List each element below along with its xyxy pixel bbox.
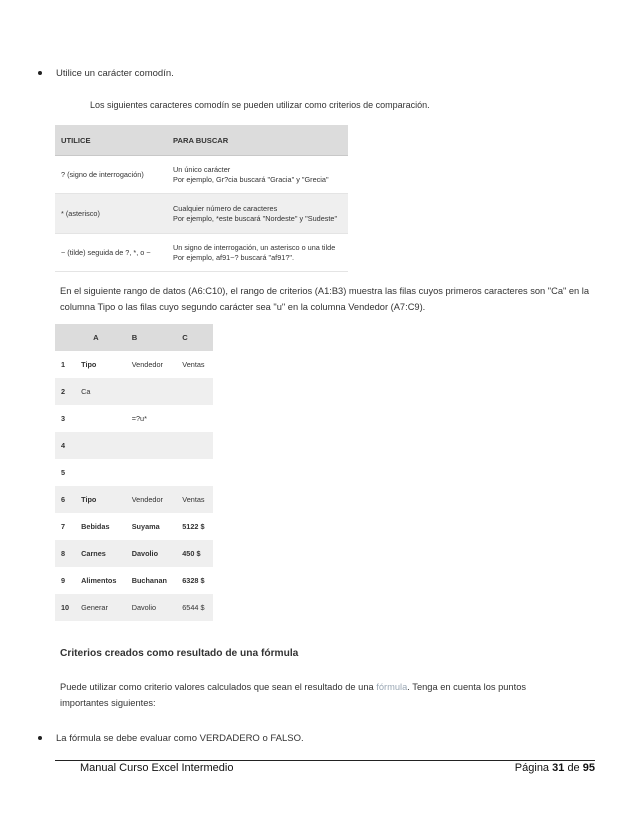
- table-row: [55, 378, 213, 405]
- table-cell: [75, 405, 126, 432]
- page-word: Página: [514, 762, 550, 774]
- table-cell: ? (signo de interrogación): [55, 156, 167, 194]
- row-number: 8: [55, 540, 75, 567]
- table-row: [55, 486, 213, 513]
- wildcard-table: [55, 125, 348, 272]
- table-cell: 6544 $: [176, 594, 213, 621]
- table-header-row: [55, 125, 348, 156]
- row-number: 2: [55, 378, 75, 405]
- column-header: A: [75, 324, 126, 351]
- table-cell: 6328 $: [182, 576, 205, 585]
- table-cell: [167, 156, 348, 194]
- cell-line: Cualquier número de caracteres: [173, 203, 278, 213]
- page-number: [515, 762, 595, 774]
- total-pages: 95: [582, 762, 595, 774]
- of-word: de: [567, 762, 580, 774]
- table-cell: Davolio: [126, 594, 177, 621]
- sample-data-table: [55, 324, 213, 621]
- section-heading: Criterios creados como resultado de una fórmula: [60, 648, 299, 659]
- table-cell: Vendedor: [131, 360, 163, 369]
- footer-title: Manual Curso Excel Intermedio: [80, 762, 234, 774]
- bullet-text: La fórmula se debe evaluar como VERDADERO o FALSO.: [56, 733, 304, 744]
- table-row: [55, 540, 213, 567]
- table-cell: Davolio: [126, 540, 177, 567]
- cell-line: Por ejemplo, Gr?cia buscará "Gracia" y "Grecia": [173, 174, 329, 184]
- table-cell: [176, 432, 213, 459]
- table-cell: [75, 432, 126, 459]
- paragraph-text: Puede utilizar como criterio valores calculados que sean el resultado de una: [60, 682, 377, 692]
- column-header: PARA BUSCAR: [167, 125, 348, 156]
- cell-line: Un único carácter: [173, 164, 231, 174]
- table-row: [55, 459, 213, 486]
- table-cell: [176, 378, 213, 405]
- cell-line: Por ejemplo, *este buscará "Nordeste" y "Sudeste": [173, 213, 338, 223]
- column-header: [55, 324, 75, 351]
- column-header: B: [126, 324, 177, 351]
- bullet-item: [38, 68, 174, 79]
- bullet-item: [38, 733, 304, 744]
- table-cell: Ca: [75, 378, 126, 405]
- table-cell: Generar: [75, 594, 126, 621]
- row-number: 6: [55, 486, 75, 513]
- table-cell: Buchanan: [131, 576, 167, 585]
- table-header-row: [55, 324, 213, 351]
- row-number: 9: [61, 576, 66, 585]
- paragraph-text: . Tenga en cuenta los puntos importantes siguientes:: [60, 682, 527, 708]
- column-header: UTILICE: [55, 125, 167, 156]
- table-row: [55, 567, 213, 594]
- table-cell: Vendedor: [126, 486, 177, 513]
- formula-link[interactable]: fórmula: [376, 682, 408, 692]
- row-number: 5: [61, 468, 66, 477]
- table-cell: Alimentos: [81, 576, 117, 585]
- cell-line: Por ejemplo, af91~? buscará "af91?".: [173, 252, 294, 262]
- table-cell: [126, 378, 177, 405]
- table-cell: ~ (tilde) seguida de ?, *, o ~: [55, 234, 167, 272]
- table-cell: Ventas: [182, 360, 205, 369]
- bullet-text: Utilice un carácter comodín.: [56, 68, 174, 79]
- current-page: 31: [552, 762, 565, 774]
- row-number: 1: [61, 360, 66, 369]
- row-number: 3: [61, 414, 66, 423]
- column-header: C: [176, 324, 213, 351]
- table-cell: Bebidas: [81, 522, 110, 531]
- bullet-dot-icon: [38, 736, 42, 740]
- table-cell: [126, 459, 177, 486]
- table-cell: 450 $: [176, 540, 213, 567]
- paragraph: [60, 679, 560, 711]
- table-row: [55, 156, 348, 194]
- table-cell: Ventas: [176, 486, 213, 513]
- table-cell: [176, 405, 213, 432]
- table-row: [55, 432, 213, 459]
- table-row: [55, 351, 213, 378]
- row-number: 4: [55, 432, 75, 459]
- table-cell: [167, 234, 348, 272]
- table-row: [55, 405, 213, 432]
- table-cell: [126, 432, 177, 459]
- table-row: [55, 194, 348, 234]
- table-cell: Suyama: [131, 522, 160, 531]
- table-cell: [75, 459, 126, 486]
- footer-divider: [55, 760, 595, 761]
- table-row: [55, 594, 213, 621]
- table-cell: 5122 $: [182, 522, 205, 531]
- table-cell: Carnes: [75, 540, 126, 567]
- row-number: 7: [61, 522, 66, 531]
- bullet-dot-icon: [38, 71, 42, 75]
- table-cell: Tipo: [81, 360, 97, 369]
- table-cell: [167, 194, 348, 234]
- table-cell: Tipo: [75, 486, 126, 513]
- table-row: [55, 513, 213, 540]
- intro-text: Los siguientes caracteres comodín se pueden utilizar como criterios de comparación.: [90, 100, 430, 110]
- table-cell: * (asterisco): [55, 194, 167, 234]
- table-cell: [176, 459, 213, 486]
- paragraph: En el siguiente rango de datos (A6:C10), el rango de criterios (A1:B3) muestra las filas cuyos primeros caracteres son "Ca" en la columna Tipo o las filas cuyo segundo carácter sea "u" en la columna Vendedor (A7:C9).: [60, 286, 590, 312]
- table-cell: =?u*: [131, 414, 147, 423]
- table-row: [55, 234, 348, 272]
- row-number: 10: [55, 594, 75, 621]
- cell-line: Un signo de interrogación, un asterisco o una tilde: [173, 242, 336, 252]
